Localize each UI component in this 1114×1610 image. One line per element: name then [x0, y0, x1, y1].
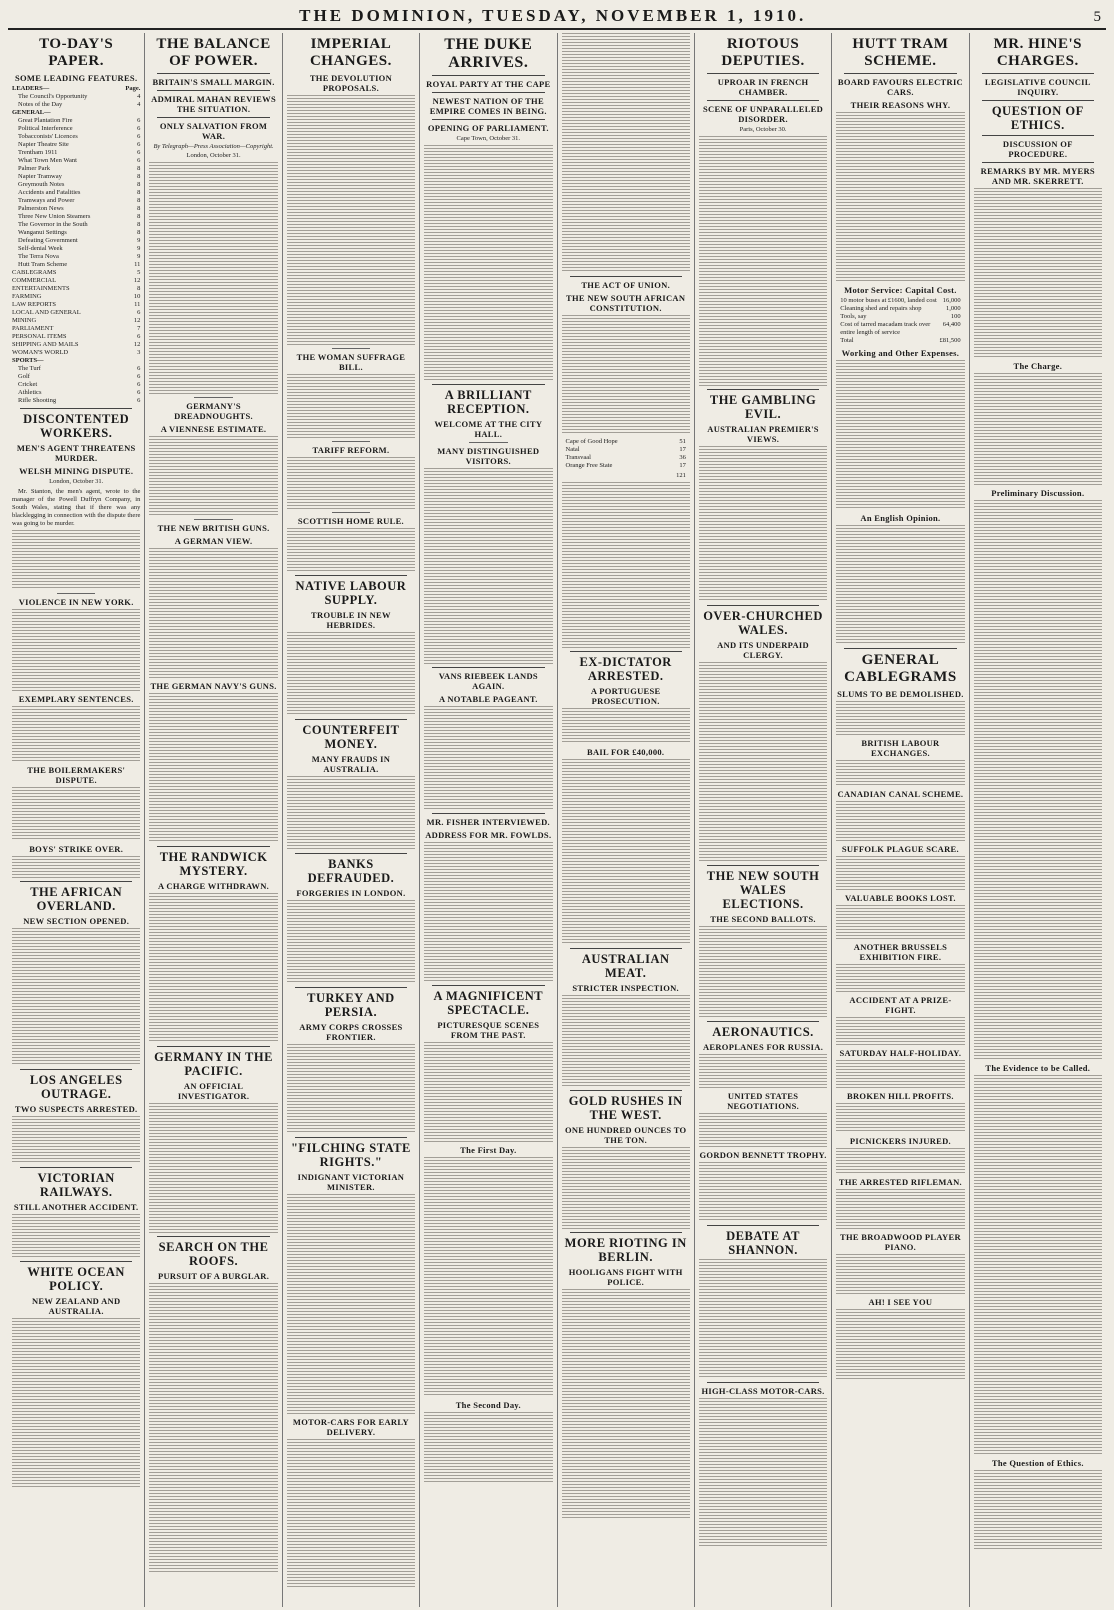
contents-label: Cricket: [18, 381, 38, 388]
table-row: [566, 462, 686, 470]
contents-entry: [12, 189, 140, 197]
headline-discontented-workers: DISCONTENTED WORKERS.: [23, 412, 130, 440]
contents-label: Three New Union Steamers: [18, 213, 91, 220]
table-label: Cleaning shed and repairs shop: [840, 305, 922, 312]
contents-page: 8: [137, 205, 141, 212]
contents-entry: [12, 213, 140, 221]
contents-label: SHIPPING AND MAILS: [12, 341, 79, 348]
subhead-act-of-union: THE ACT OF UNION.: [581, 280, 671, 290]
subhead-labour-exchanges: BRITISH LABOUR EXCHANGES.: [861, 738, 940, 758]
contents-label: SPORTS—: [12, 357, 44, 364]
contents-page: 6: [137, 133, 141, 140]
capital-cost-table: [840, 297, 960, 345]
subhead-another-accident: STILL ANOTHER ACCIDENT.: [13, 1202, 139, 1212]
table-row: [566, 446, 686, 454]
subhead-germanys-dreadnoughts: GERMANY'S DREADNOUGHTS.: [174, 401, 253, 421]
subhead-german-navy-guns: THE GERMAN NAVY'S GUNS.: [150, 681, 277, 691]
contents-label: ENTERTAINMENTS: [12, 285, 70, 292]
contents-page: 8: [137, 189, 141, 196]
article-paragraph: Mr. Stanton, the men's agent, wrote to the manager of the Powell Duffryn Company, in South Wales, stating that if there was any blacklegging in connection with the dispute there was going to be murder.: [12, 488, 141, 527]
contents-label: Athletics: [18, 389, 42, 396]
subhead-question-ethics: The Question of Ethics.: [991, 1458, 1084, 1468]
headline-african-overland: THE AFRICAN OVERLAND.: [30, 885, 123, 913]
contents-entry: [12, 325, 140, 333]
table-row: [840, 313, 960, 321]
headline-mr-hines-charges: MR. HINE'S CHARGES.: [993, 36, 1082, 69]
table-value: 51: [679, 438, 686, 445]
advert-ah-i-see-you: AH! I SEE YOU: [868, 1297, 933, 1307]
contents-entry: [12, 365, 140, 373]
subhead-second-ballots: THE SECOND BALLOTS.: [710, 914, 816, 924]
contents-page: 10: [133, 293, 141, 300]
table-value: 36: [679, 454, 686, 461]
subhead-violence-new-york: VIOLENCE IN NEW YORK.: [18, 597, 134, 607]
contents-entry: [12, 181, 140, 189]
contents-entry: [12, 293, 140, 301]
subhead-slums: SLUMS TO BE DEMOLISHED.: [837, 689, 964, 699]
subhead-broken-hill: BROKEN HILL PROFITS.: [847, 1091, 954, 1101]
contents-entry: [12, 373, 140, 381]
subhead-books-lost: VALUABLE BOOKS LOST.: [845, 893, 956, 903]
table-value: 17: [679, 462, 686, 469]
subhead-us-negotiations: UNITED STATES NEGOTIATIONS.: [727, 1091, 800, 1111]
contents-page: 8: [137, 181, 141, 188]
headline-brilliant-reception: A BRILLIANT RECEPTION.: [444, 388, 532, 416]
subhead-prize-fight: ACCIDENT AT A PRIZE-FIGHT.: [849, 995, 952, 1015]
subhead-new-section: NEW SECTION OPENED.: [23, 916, 130, 926]
table-value: 100: [950, 313, 961, 320]
contents-page: 6: [137, 381, 141, 388]
column-8: [970, 33, 1106, 1607]
subhead-official-investigator: AN OFFICIAL INVESTIGATOR.: [177, 1081, 250, 1101]
subhead-pursuit-burglar: PURSUIT OF A BURGLAR.: [157, 1271, 270, 1281]
subhead-mr-fisher: MR. FISHER INTERVIEWED.: [426, 817, 550, 827]
subhead-arrested-rifleman: THE ARRESTED RIFLEMAN.: [838, 1177, 962, 1187]
subhead-tariff-reform: TARIFF REFORM.: [312, 445, 390, 455]
subhead-britains-margin: BRITAIN'S SMALL MARGIN.: [152, 77, 275, 87]
headline-over-churched-wales: OVER-CHURCHED WALES.: [703, 609, 823, 637]
contents-page: 7: [137, 325, 141, 332]
headline-general-cablegrams: GENERAL CABLEGRAMS: [844, 652, 957, 685]
columns: [8, 33, 1106, 1607]
column-3: [283, 33, 420, 1607]
contents-entry: [12, 85, 140, 93]
subhead-half-holiday: SATURDAY HALF-HOLIDAY.: [839, 1048, 962, 1058]
contents-entry: [12, 141, 140, 149]
subhead-preliminary-discussion: Preliminary Discussion.: [991, 488, 1085, 498]
table-label: Total: [840, 337, 854, 344]
advert-high-class-motor-cars: HIGH-CLASS MOTOR-CARS.: [701, 1386, 825, 1396]
contents-entry: [12, 197, 140, 205]
contents-page: 6: [137, 149, 141, 156]
headline-nsw-elections: THE NEW SOUTH WALES ELECTIONS.: [706, 869, 820, 911]
column-1: [8, 33, 145, 1607]
contents-label: Great Plantation Fire: [18, 117, 73, 124]
contents-page: 8: [137, 285, 141, 292]
contents-page: 8: [137, 197, 141, 204]
subhead-brussels-fire: ANOTHER BRUSSELS EXHIBITION FIRE.: [853, 942, 948, 962]
headline-native-labour: NATIVE LABOUR SUPPLY.: [295, 579, 407, 607]
table-row: [840, 321, 960, 337]
contents-label: Golf: [18, 373, 30, 380]
contents-entry: [12, 301, 140, 309]
table-label: Orange Free State: [565, 462, 613, 469]
contents-page: 12: [133, 317, 141, 324]
contents-page: Page.: [125, 85, 141, 92]
subhead-forgeries-london: FORGERIES IN LONDON.: [296, 888, 406, 898]
contents-entry: [12, 309, 140, 317]
newspaper-title: THE DOMINION, TUESDAY, NOVEMBER 1, 1910.: [299, 6, 807, 25]
contents-entry: [12, 117, 140, 125]
contents-label: What Town Men Want: [18, 157, 77, 164]
headline-gambling-evil: THE GAMBLING EVIL.: [709, 393, 817, 421]
headline-riotous-deputies: RIOTOUS DEPUTIES.: [721, 36, 805, 69]
contents-label: Wanganui Settings: [18, 229, 67, 236]
contents-entry: [12, 221, 140, 229]
subhead-german-view: A GERMAN VIEW.: [174, 536, 253, 546]
contents-entry: [12, 285, 140, 293]
subhead-uproar-french-chamber: UPROAR IN FRENCH CHAMBER.: [717, 77, 809, 97]
headline-debate-shannon: DEBATE AT SHANNON.: [726, 1229, 800, 1257]
subhead-exemplary-sentences: EXEMPLARY SENTENCES.: [18, 694, 134, 704]
subhead-bail: BAIL FOR £40,000.: [587, 747, 665, 757]
contents-entry: [12, 133, 140, 141]
subhead-picturesque-scenes: PICTURESQUE SCENES FROM THE PAST.: [437, 1020, 540, 1040]
contents-label: GENERAL—: [12, 109, 51, 116]
contents-entry: [12, 277, 140, 285]
contents-page: 6: [137, 309, 141, 316]
subhead-working-expenses: Working and Other Expenses.: [841, 348, 960, 358]
headline-germany-pacific: GERMANY IN THE PACIFIC.: [154, 1050, 273, 1078]
table-row: [840, 337, 960, 345]
contents-page: 6: [137, 365, 141, 372]
column-4: [420, 33, 557, 1607]
contents-label: WOMAN'S WORLD: [12, 349, 69, 356]
contents-page: 4: [137, 93, 141, 100]
contents-entry: [12, 333, 140, 341]
seats-total: [566, 472, 686, 480]
subhead-scottish-home-rule: SCOTTISH HOME RULE.: [297, 516, 404, 526]
headline-hutt-tram: HUTT TRAM SCHEME.: [852, 36, 949, 69]
subhead-woman-suffrage: THE WOMAN SUFFRAGE BILL.: [296, 352, 406, 372]
contents-entry: [12, 389, 140, 397]
dateline: London, October 31.: [49, 478, 104, 485]
contents-label: CABLEGRAMS: [12, 269, 57, 276]
table-label: Natal: [565, 446, 580, 453]
headline-gold-rushes: GOLD RUSHES IN THE WEST.: [568, 1094, 683, 1122]
contents-label: Trentham 1911: [18, 149, 58, 156]
table-row: [566, 438, 686, 446]
wire-credit: By Telegraph—Press Association—Copyright.: [153, 143, 274, 150]
subhead-new-hebrides: TROUBLE IN NEW HEBRIDES.: [311, 610, 391, 630]
contents-entry: [12, 165, 140, 173]
contents-page: 4: [137, 101, 141, 108]
subhead-reasons-why: THEIR REASONS WHY.: [850, 100, 951, 110]
subhead-underpaid-clergy: AND ITS UNDERPAID CLERGY.: [717, 640, 809, 660]
subhead-discussion-procedure: DISCUSSION OF PROCEDURE.: [1002, 139, 1073, 159]
contents-page: 8: [137, 173, 141, 180]
subhead-boilermakers: THE BOILERMAKERS' DISPUTE.: [27, 765, 126, 785]
subhead-nz-australia: NEW ZEALAND AND AUSTRALIA.: [31, 1296, 121, 1316]
contents-page: 6: [137, 333, 141, 340]
headline-imperial-changes: IMPERIAL CHANGES.: [309, 36, 392, 69]
headline-question-of-ethics: QUESTION OF ETHICS.: [991, 104, 1084, 132]
seats-total-value: 121: [676, 472, 686, 479]
contents-page: 5: [137, 269, 141, 276]
headline-los-angeles: LOS ANGELES OUTRAGE.: [29, 1073, 123, 1101]
subhead-suffolk-plague: SUFFOLK PLAGUE SCARE.: [841, 844, 959, 854]
contents-label: Palmerston News: [18, 205, 64, 212]
contents-page: 6: [137, 125, 141, 132]
headline-todays-paper: TO-DAY'S PAPER.: [39, 36, 114, 69]
subhead-boys-strike: BOYS' STRIKE OVER.: [29, 844, 124, 854]
subhead-aeroplanes-russia: AEROPLANES FOR RUSSIA.: [702, 1042, 824, 1052]
contents-page: 8: [137, 165, 141, 172]
subhead-notable-pageant: A NOTABLE PAGEANT.: [438, 694, 538, 704]
contents-label: Tobacconists' Licences: [18, 133, 78, 140]
contents-page: 12: [133, 341, 141, 348]
subhead-address-fowlds: ADDRESS FOR MR. FOWLDS.: [425, 830, 552, 840]
contents-entry: [12, 229, 140, 237]
headline-turkey-persia: TURKEY AND PERSIA.: [307, 991, 395, 1019]
headline-duke-arrives: THE DUKE ARRIVES.: [444, 36, 533, 71]
contents-page: 6: [137, 397, 141, 404]
contents-entry: [12, 205, 140, 213]
contents-entry: [12, 125, 140, 133]
contents-label: Self-denial Week: [18, 245, 63, 252]
subhead-first-day: The First Day.: [460, 1145, 517, 1155]
subhead-picnickers: PICNICKERS INJURED.: [849, 1136, 951, 1146]
headline-magnificent-spectacle: A MAGNIFICENT SPECTACLE.: [433, 989, 544, 1017]
subhead-sa-constitution: THE NEW SOUTH AFRICAN CONSTITUTION.: [566, 293, 686, 313]
contents-label: Napier Theatre Site: [18, 141, 69, 148]
subhead-indignant-minister: INDIGNANT VICTORIAN MINISTER.: [297, 1172, 405, 1192]
subhead-murder-threat: MEN'S AGENT THREATENS MURDER.: [16, 443, 136, 463]
contents-page: 6: [137, 157, 141, 164]
subhead-gordon-bennett: GORDON BENNETT TROPHY.: [699, 1150, 827, 1160]
subhead-new-british-guns: THE NEW BRITISH GUNS.: [157, 523, 270, 533]
subhead-opening-parliament: OPENING OF PARLIAMENT.: [427, 123, 549, 133]
subhead-leading-features: SOME LEADING FEATURES.: [14, 73, 138, 83]
contents-list: [12, 85, 140, 405]
column-5: [558, 33, 695, 1607]
column-6: [695, 33, 832, 1607]
headline-ex-dictator: EX-DICTATOR ARRESTED.: [579, 655, 672, 683]
contents-page: 11: [134, 261, 141, 268]
contents-page: 8: [137, 213, 141, 220]
table-label: Cost of tarred macadam track over entire length of service: [840, 321, 931, 336]
table-value: 17: [679, 446, 686, 453]
contents-label: Political Interference: [18, 125, 73, 132]
column-7: [832, 33, 969, 1607]
contents-entry: [12, 93, 140, 101]
contents-page: 9: [137, 245, 141, 252]
dateline: London, October 31.: [186, 152, 241, 159]
subhead-second-day: The Second Day.: [455, 1400, 521, 1410]
contents-label: Accidents and Fatalities: [18, 189, 81, 196]
headline-aeronautics: AERONAUTICS.: [712, 1025, 814, 1039]
contents-entry: [12, 253, 140, 261]
contents-label: MINING: [12, 317, 37, 324]
contents-entry: [12, 397, 140, 405]
contents-page: 12: [133, 277, 141, 284]
contents-label: Defeating Government: [18, 237, 78, 244]
contents-page: 6: [137, 373, 141, 380]
headline-balance-of-power: THE BALANCE OF POWER.: [156, 36, 271, 69]
subhead-newest-nation: NEWEST NATION OF THE EMPIRE COMES IN BEING.: [429, 96, 547, 116]
table-value: 16,000: [942, 297, 961, 304]
subhead-evidence-called: The Evidence to be Called.: [985, 1063, 1091, 1073]
subhead-royal-party: ROYAL PARTY AT THE CAPE: [426, 79, 551, 89]
subhead-army-corps: ARMY CORPS CROSSES FRONTIER.: [299, 1022, 403, 1042]
dateline: Paris, October 30.: [739, 126, 787, 133]
subhead-the-charge: The Charge.: [1013, 361, 1063, 371]
subhead-hooligans: HOOLIGANS FIGHT WITH POLICE.: [568, 1267, 683, 1287]
contents-entry: [12, 317, 140, 325]
headline-filching-state-rights: "FILCHING STATE RIGHTS.": [290, 1141, 411, 1169]
contents-entry: [12, 157, 140, 165]
subhead-admiral-mahan: ADMIRAL MAHAN REVIEWS THE SITUATION.: [151, 94, 276, 114]
contents-label: LEADERS—: [12, 85, 50, 92]
table-label: Transvaal: [565, 454, 591, 461]
subhead-city-hall: WELCOME AT THE CITY HALL.: [434, 419, 543, 439]
contents-label: LAW REPORTS: [12, 301, 56, 308]
contents-page: 6: [137, 389, 141, 396]
subhead-charge-withdrawn: A CHARGE WITHDRAWN.: [158, 881, 270, 891]
table-label: Cape of Good Hope: [565, 438, 618, 445]
subhead-english-opinion: An English Opinion.: [860, 513, 941, 523]
subhead-council-inquiry: LEGISLATIVE COUNCIL INQUIRY.: [984, 77, 1091, 97]
dateline: Cape Town, October 31.: [456, 135, 521, 142]
contents-entry: [12, 261, 140, 269]
contents-page: 11: [134, 301, 141, 308]
contents-label: LOCAL AND GENERAL: [12, 309, 81, 316]
subhead-electric-cars: BOARD FAVOURS ELECTRIC CARS.: [837, 77, 963, 97]
table-value: £81,500: [939, 337, 961, 344]
subhead-remarks: REMARKS BY MR. MYERS AND MR. SKERRETT.: [980, 166, 1095, 186]
contents-label: COMMERCIAL: [12, 277, 57, 284]
contents-entry: [12, 349, 140, 357]
contents-entry: [12, 341, 140, 349]
table-row: [840, 305, 960, 313]
page-number: 5: [1093, 9, 1102, 25]
table-row: [840, 297, 960, 305]
headline-counterfeit-money: COUNTERFEIT MONEY.: [302, 723, 400, 751]
contents-label: PERSONAL ITEMS: [12, 333, 67, 340]
subhead-only-salvation: ONLY SALVATION FROM WAR.: [159, 121, 268, 141]
subhead-hundred-ounces: ONE HUNDRED OUNCES TO THE TON.: [564, 1125, 687, 1145]
advert-broadwood-piano: THE BROADWOOD PLAYER PIANO.: [839, 1232, 961, 1252]
contents-entry: [12, 357, 140, 365]
contents-entry: [12, 101, 140, 109]
subhead-viennese-estimate: A VIENNESE ESTIMATE.: [160, 424, 267, 434]
subhead-motor-cars-delivery: MOTOR-CARS FOR EARLY DELIVERY.: [292, 1417, 409, 1437]
masthead: [8, 6, 1106, 30]
contents-label: Hutt Tram Scheme: [18, 261, 68, 268]
contents-label: Notes of the Day: [18, 101, 63, 108]
contents-label: Palmer Park: [18, 165, 50, 172]
contents-page: 8: [137, 229, 141, 236]
contents-page: 9: [137, 253, 141, 260]
subhead-premiers-views: AUSTRALIAN PREMIER'S VIEWS.: [707, 424, 819, 444]
column-2: [145, 33, 282, 1607]
contents-label: The Terra Nova: [18, 253, 59, 260]
contents-label: The Council's Opportunity: [18, 93, 88, 100]
headline-white-ocean: WHITE OCEAN POLICY.: [27, 1265, 125, 1293]
headline-rioting-berlin: MORE RIOTING IN BERLIN.: [564, 1236, 687, 1264]
subhead-two-suspects: TWO SUSPECTS ARRESTED.: [14, 1104, 138, 1114]
subhead-unparalleled-disorder: SCENE OF UNPARALLELED DISORDER.: [703, 104, 824, 124]
contents-label: Napier Tramway: [18, 173, 62, 180]
table-label: Tools, say: [840, 313, 867, 320]
contents-page: 6: [137, 141, 141, 148]
contents-entry: [12, 149, 140, 157]
contents-entry: [12, 245, 140, 253]
subhead-vans-riebeek: VANS RIEBEEK LANDS AGAIN.: [438, 671, 538, 691]
headline-banks-defrauded: BANKS DEFRAUDED.: [307, 857, 395, 885]
contents-label: FARMING: [12, 293, 42, 300]
contents-entry: [12, 173, 140, 181]
subhead-welsh-mining: WELSH MINING DISPUTE.: [19, 466, 134, 476]
contents-page: 9: [137, 237, 141, 244]
table-row: [566, 454, 686, 462]
contents-page: 6: [137, 117, 141, 124]
contents-entry: [12, 269, 140, 277]
contents-label: The Turf: [18, 365, 41, 372]
table-value: 1,000: [946, 305, 961, 312]
contents-entry: [12, 237, 140, 245]
contents-page: 3: [137, 349, 141, 356]
subhead-devolution: THE DEVOLUTION PROPOSALS.: [309, 73, 393, 93]
subhead-capital-cost: Motor Service: Capital Cost.: [844, 285, 957, 295]
subhead-distinguished-visitors: MANY DISTINGUISHED VISITORS.: [437, 446, 540, 466]
contents-label: Rifle Shooting: [18, 397, 57, 404]
contents-label: The Governor in the South: [18, 221, 88, 228]
contents-entry: [12, 381, 140, 389]
headline-search-roofs: SEARCH ON THE ROOFS.: [158, 1240, 269, 1268]
contents-label: Tramways and Power: [18, 197, 75, 204]
subhead-many-frauds: MANY FRAUDS IN AUSTRALIA.: [311, 754, 391, 774]
contents-entry: [12, 109, 140, 117]
headline-australian-meat: AUSTRALIAN MEAT.: [581, 952, 670, 980]
contents-label: Greymouth Notes: [18, 181, 65, 188]
subhead-stricter-inspection: STRICTER INSPECTION.: [572, 983, 679, 993]
contents-label: PARLIAMENT: [12, 325, 54, 332]
headline-victorian-railways: VICTORIAN RAILWAYS.: [37, 1171, 115, 1199]
subhead-canadian-canal: CANADIAN CANAL SCHEME.: [837, 789, 964, 799]
table-value: 64,400: [942, 321, 961, 328]
subhead-portuguese-prosecution: A PORTUGUESE PROSECUTION.: [590, 686, 661, 706]
headline-randwick-mystery: THE RANDWICK MYSTERY.: [159, 850, 268, 878]
table-label: 10 motor buses at £1600, landed cost: [840, 297, 937, 304]
seats-table: [566, 438, 686, 470]
contents-page: 8: [137, 221, 141, 228]
